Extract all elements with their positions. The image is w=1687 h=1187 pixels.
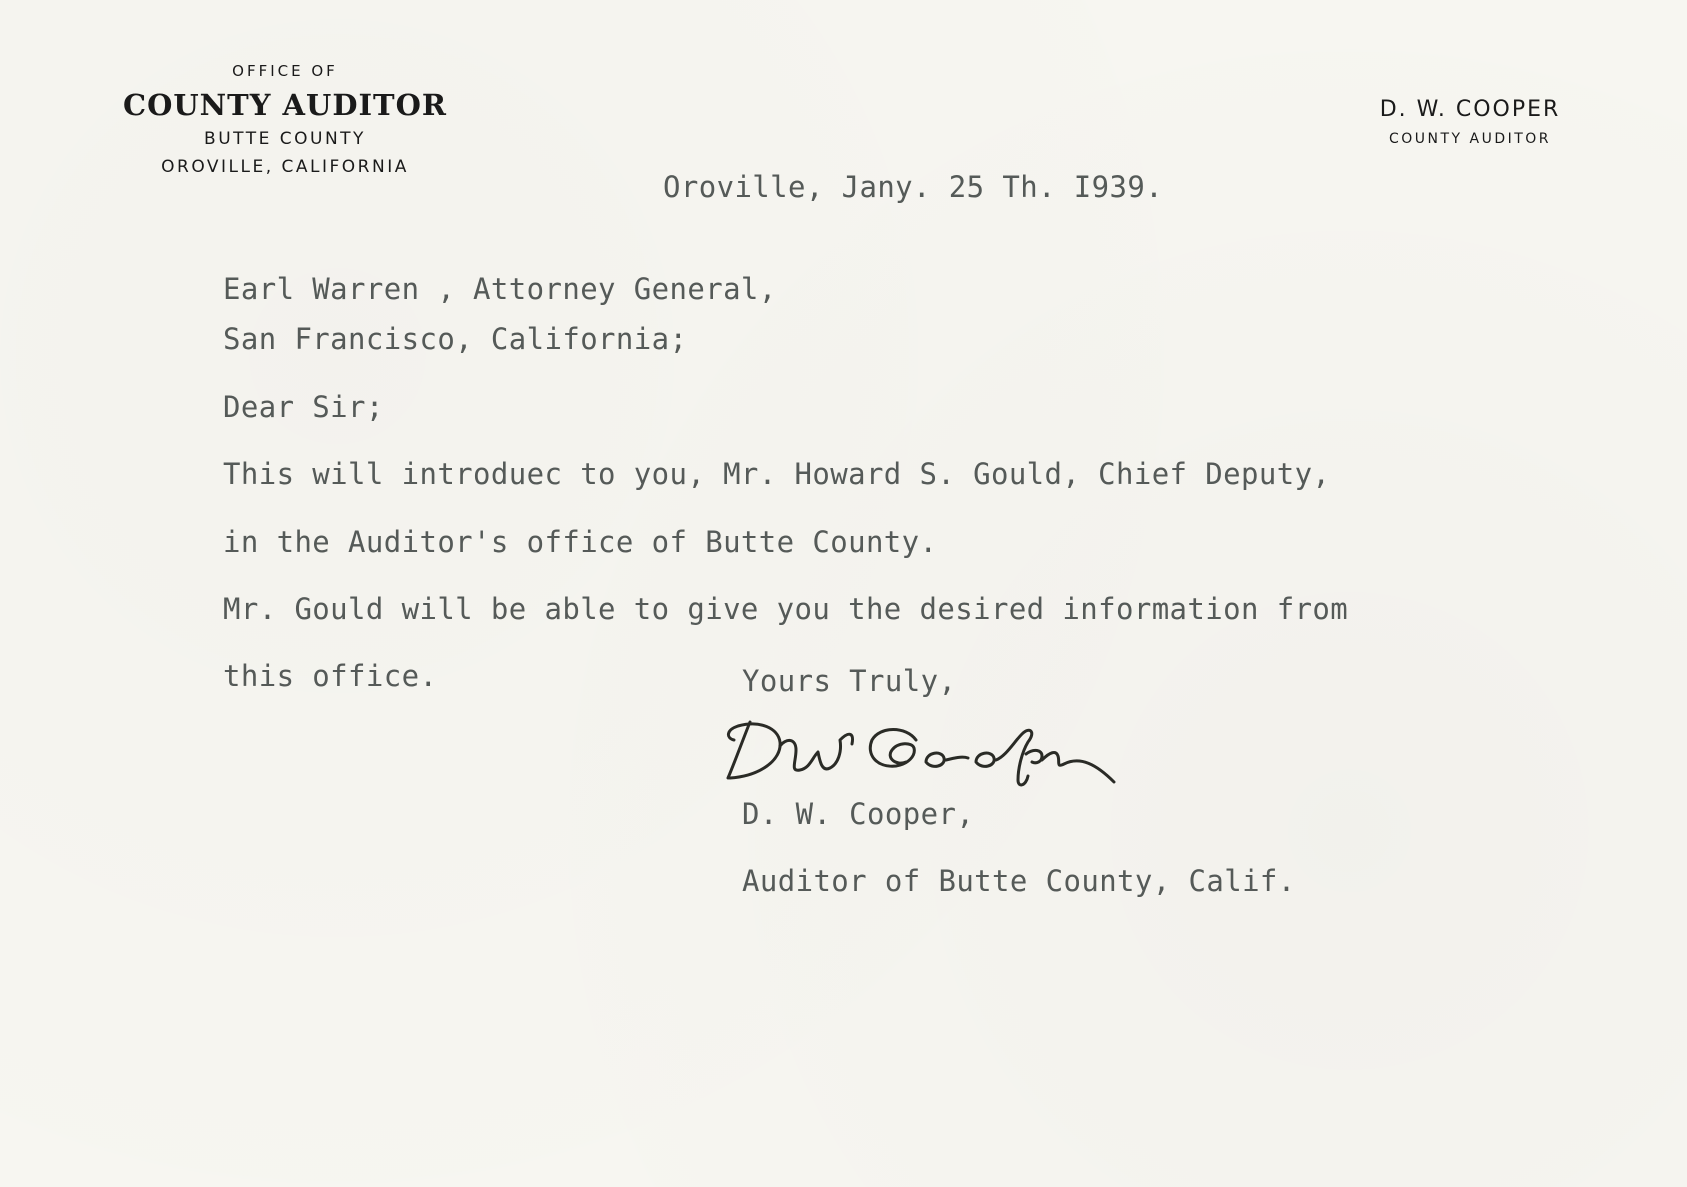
date-line: Oroville, Jany. 25 Th. I939.	[663, 170, 1164, 204]
letterhead-official	[1320, 96, 1620, 148]
letterhead-office-of: OFFICE OF	[232, 62, 338, 80]
body-line-2: in the Auditor's office of Butte County.	[223, 525, 938, 559]
closing: Yours Truly,	[742, 664, 957, 698]
salutation: Dear Sir;	[223, 390, 384, 424]
letterhead-office	[95, 62, 475, 178]
signature-name: D. W. Cooper,	[742, 797, 975, 831]
letterhead-county: BUTTE COUNTY	[204, 129, 366, 149]
letterhead-title: COUNTY AUDITOR	[123, 88, 447, 122]
letterhead-official-name: D. W. COOPER	[1379, 97, 1561, 122]
body-line-4: this office.	[223, 659, 438, 693]
recipient-line-2: San Francisco, California;	[223, 322, 688, 356]
recipient-line-1: Earl Warren , Attorney General,	[223, 272, 777, 306]
body-line-3: Mr. Gould will be able to give you the desired information from	[223, 592, 1349, 626]
signature-title: Auditor of Butte County, Calif.	[742, 864, 1296, 898]
handwritten-signature	[720, 712, 1200, 792]
body-line-1: This will introduec to you, Mr. Howard S. Gould, Chief Deputy,	[223, 457, 1331, 491]
letterhead-city: OROVILLE, CALIFORNIA	[161, 157, 409, 177]
letterhead-official-role: COUNTY AUDITOR	[1388, 131, 1552, 147]
